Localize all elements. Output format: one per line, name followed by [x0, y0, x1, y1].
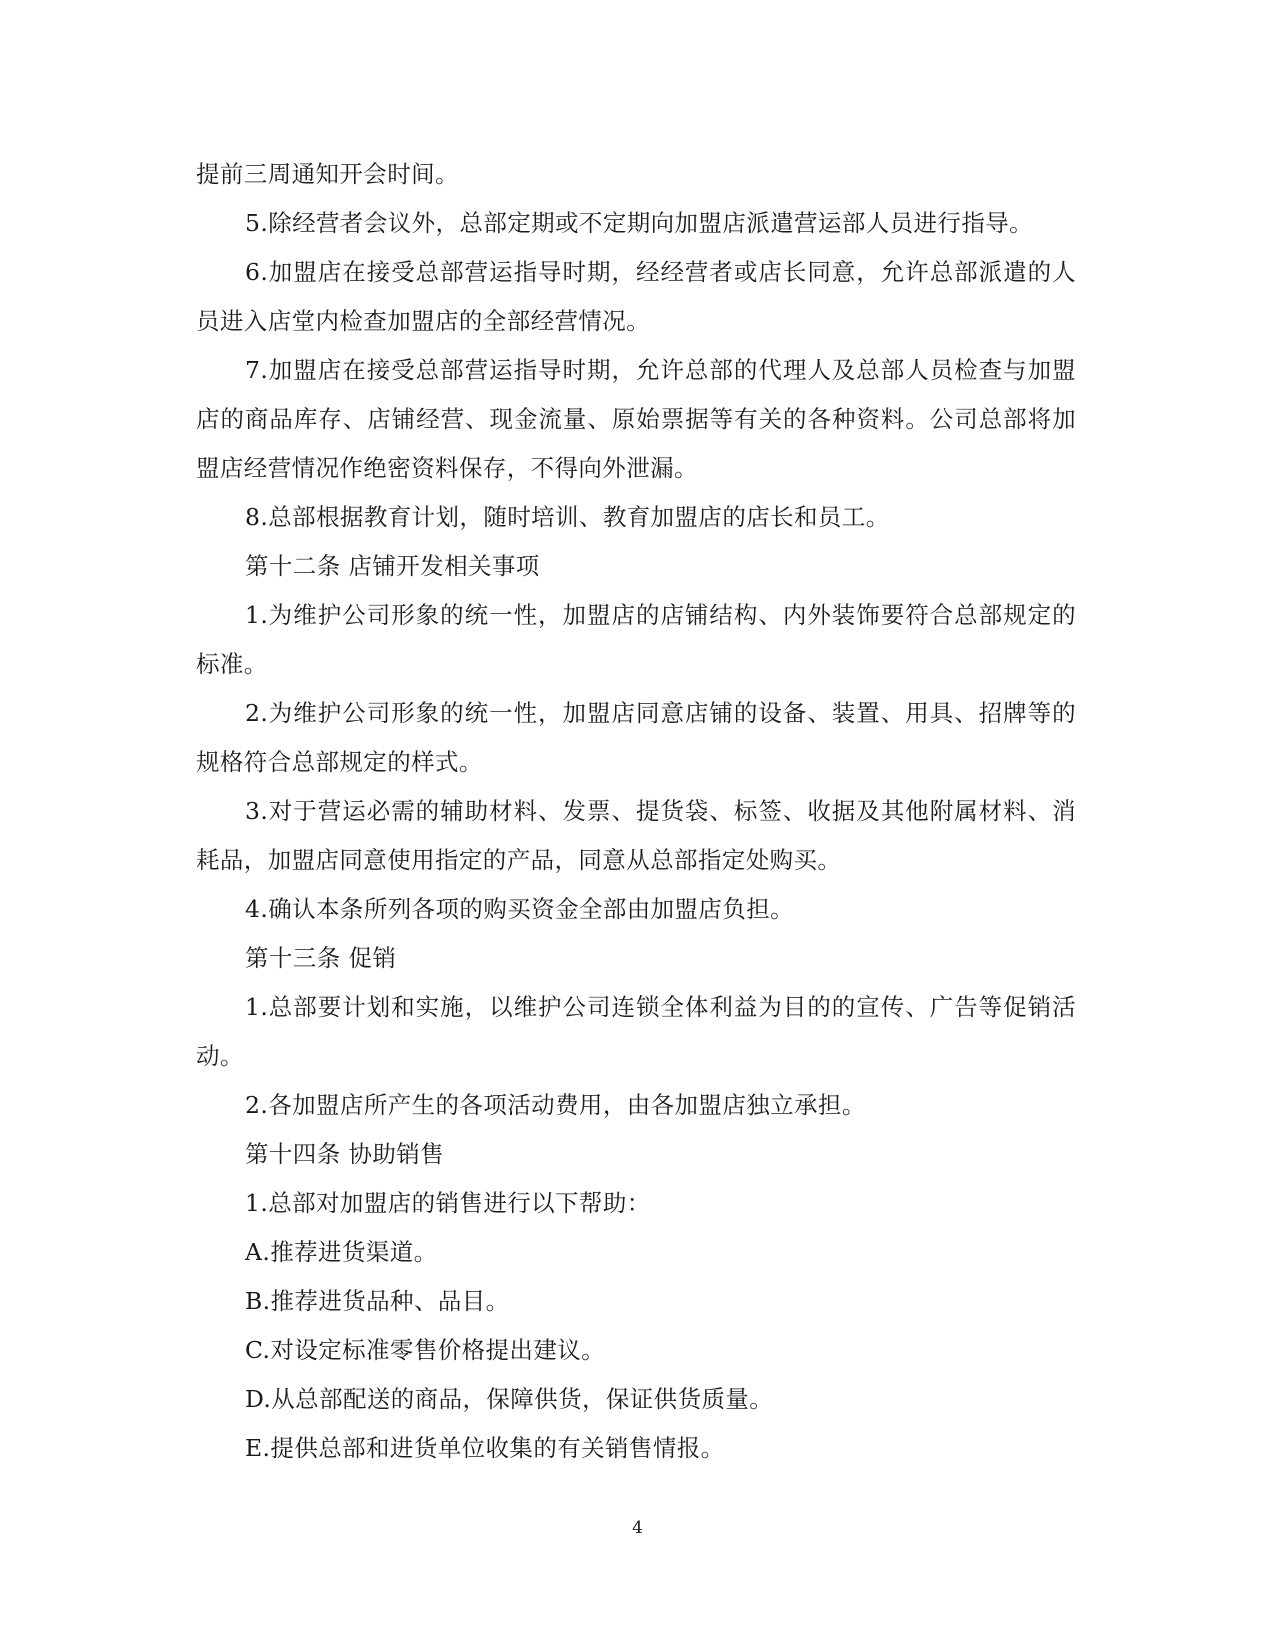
document-body: [196, 150, 1076, 1473]
paragraph: 3.对于营运必需的辅助材料、发票、提货袋、标签、收据及其他附属材料、消耗品，加盟店同意使用指定的产品，同意从总部指定处购买。: [196, 797, 1076, 874]
paragraph: 4.确认本条所列各项的购买资金全部由加盟店负担。: [245, 895, 795, 923]
list-item: E.提供总部和进货单位收集的有关销售情报。: [245, 1434, 725, 1462]
list-item: A.推荐进货渠道。: [245, 1238, 438, 1266]
paragraph: 5.除经营者会议外，总部定期或不定期向加盟店派遣营运部人员进行指导。: [245, 209, 1034, 237]
list-item: C.对设定标准零售价格提出建议。: [245, 1336, 606, 1364]
section-heading: 第十三条 促销: [245, 944, 397, 972]
paragraph: 提前三周通知开会时间。: [196, 160, 459, 188]
paragraph: 2.各加盟店所产生的各项活动费用，由各加盟店独立承担。: [245, 1091, 866, 1119]
paragraph: 1.总部要计划和实施，以维护公司连锁全体利益为目的的宣传、广告等促销活动。: [196, 993, 1076, 1070]
paragraph: 6.加盟店在接受总部营运指导时期，经经营者或店长同意，允许总部派遣的人员进入店堂内检查加盟店的全部经营情况。: [196, 258, 1076, 335]
paragraph: 2.为维护公司形象的统一性，加盟店同意店铺的设备、装置、用具、招牌等的规格符合总部规定的样式。: [196, 699, 1076, 776]
section-heading: 第十二条 店铺开发相关事项: [245, 552, 540, 580]
section-heading: 第十四条 协助销售: [245, 1140, 445, 1168]
paragraph: 8.总部根据教育计划，随时培训、教育加盟店的店长和员工。: [245, 503, 890, 531]
list-item: B.推荐进货品种、品目。: [245, 1287, 510, 1315]
list-item: D.从总部配送的商品，保障供货，保证供货质量。: [245, 1385, 774, 1413]
paragraph: 7.加盟店在接受总部营运指导时期，允许总部的代理人及总部人员检查与加盟店的商品库存、店铺经营、现金流量、原始票据等有关的各种资料。公司总部将加盟店经营情况作绝密资料保存，不得向外泄漏。: [196, 356, 1076, 482]
page-number: 4: [632, 1518, 643, 1538]
paragraph: 1.总部对加盟店的销售进行以下帮助：: [245, 1189, 651, 1217]
paragraph: 1.为维护公司形象的统一性，加盟店的店铺结构、内外装饰要符合总部规定的标准。: [196, 601, 1076, 678]
